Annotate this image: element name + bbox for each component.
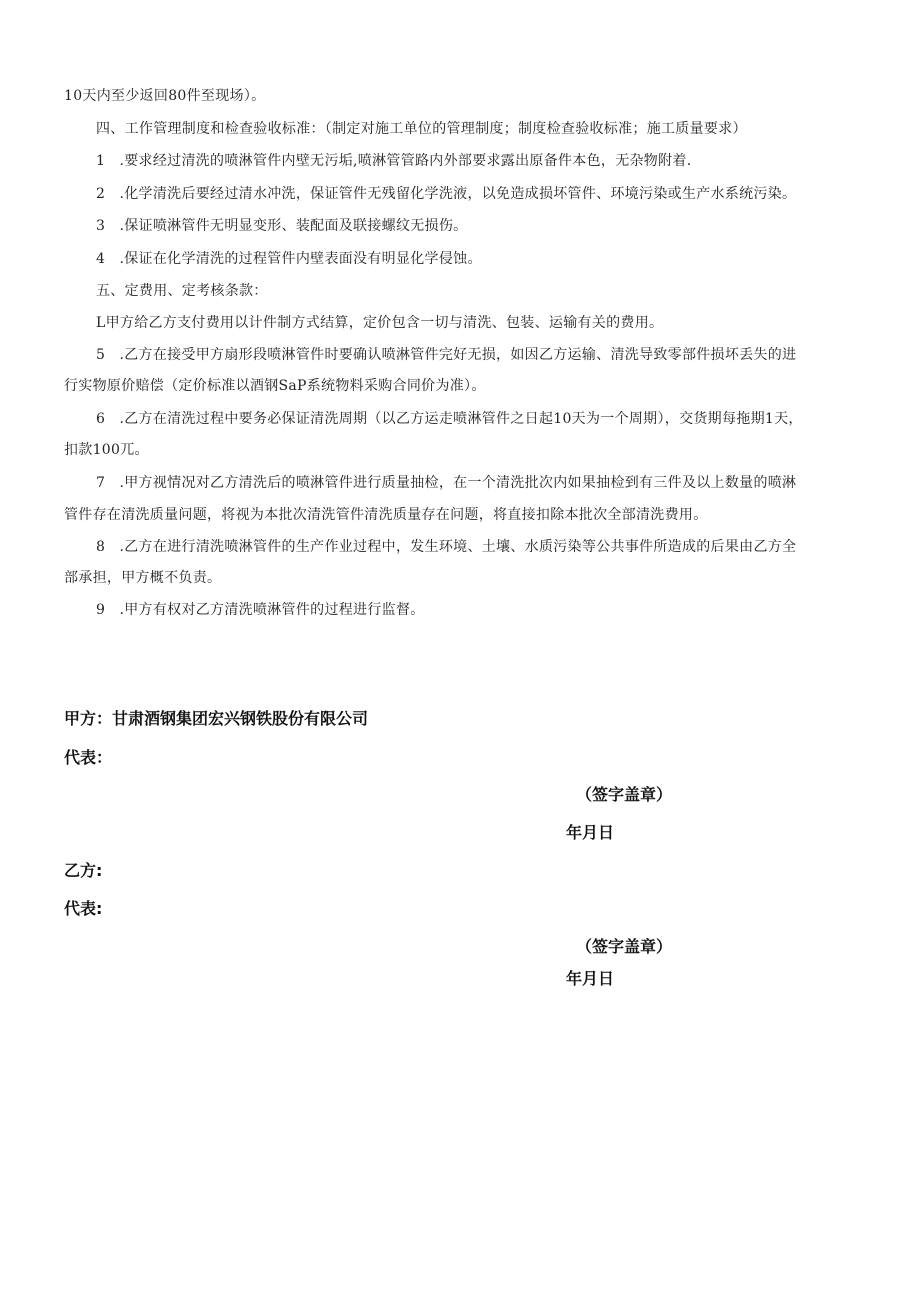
party-a-representative: 代表： bbox=[64, 748, 113, 767]
party-b-name: 乙方: bbox=[64, 861, 103, 880]
section-5-title: 五、定费用、定考核条款： bbox=[96, 283, 268, 299]
party-b-date: 年月日 bbox=[566, 969, 615, 988]
party-a-seal-label: （签字盖章） bbox=[576, 785, 673, 804]
clause-item-2: 2 .化学清洗后要经过清水冲洗，保证管件无残留化学洗液，以免造成损坏管件、环境污染或生产水系统污染。 bbox=[96, 186, 797, 202]
clause-item-3: 3 .保证喷淋管件无明显变形、装配面及联接螺纹无损伤。 bbox=[96, 218, 468, 234]
party-b-seal-label: （签字盖章） bbox=[576, 937, 673, 956]
clause-item-5-line-2: 行实物原价赔偿（定价标准以酒钢SaP系统物料采购合同价为准）。 bbox=[64, 378, 486, 394]
clause-item-8-line-1: 8 .乙方在进行清洗喷淋管件的生产作业过程中，发生环境、土壤、水质污染等公共事件所造成的后果由乙方全 bbox=[96, 539, 797, 555]
clause-item-6-line-1: 6 .乙方在清洗过程中要务必保证清洗周期（以乙方运走喷淋管件之日起10天为一个周期），交货期每拖期1天， bbox=[96, 411, 803, 427]
clause-item-4: 4 .保证在化学清洗的过程管件内壁表面没有明显化学侵蚀。 bbox=[96, 251, 482, 267]
clause-item-9: 9 .甲方有权对乙方清洗喷淋管件的过程进行监督。 bbox=[96, 602, 425, 618]
clause-item-5-line-1: 5 .乙方在接受甲方扇形段喷淋管件时要确认喷淋管件完好无损，如因乙方运输、清洗导致零部件损坏丢失的进 bbox=[96, 347, 797, 363]
clause-item-8-line-2: 部承担，甲方概不负责。 bbox=[64, 570, 222, 586]
section-4-title: 四、工作管理制度和检查验收标准：（制定对施工单位的管理制度；制度检查验收标准；施工质量要求） bbox=[96, 121, 747, 137]
clause-item-7-line-2: 管件存在清洗质量问题，将视为本批次清洗管件清洗质量存在问题，将直接扣除本批次全部清洗费用。 bbox=[64, 507, 708, 523]
party-b-representative: 代表: bbox=[64, 899, 103, 918]
continuation-line: 10天内至少返回80件至现场）。 bbox=[64, 88, 266, 104]
clause-item-6-line-2: 扣款100兀。 bbox=[64, 442, 149, 458]
clause-item-l: L甲方给乙方支付费用以计件制方式结算，定价包含一切与清洗、包装、运输有关的费用。 bbox=[96, 315, 664, 331]
party-a-date: 年月日 bbox=[566, 823, 615, 842]
clause-item-7-line-1: 7 .甲方视情况对乙方清洗后的喷淋管件进行质量抽检，在一个清洗批次内如果抽检到有三件及以上数量的喷淋 bbox=[96, 475, 797, 491]
party-a-name: 甲方：甘肃酒钢集团宏兴钢铁股份有限公司 bbox=[64, 709, 369, 728]
clause-item-1: 1 .要求经过清洗的喷淋管件内壁无污垢,喷淋管管路内外部要求露出原备件本色，无杂物附着. bbox=[96, 153, 692, 169]
